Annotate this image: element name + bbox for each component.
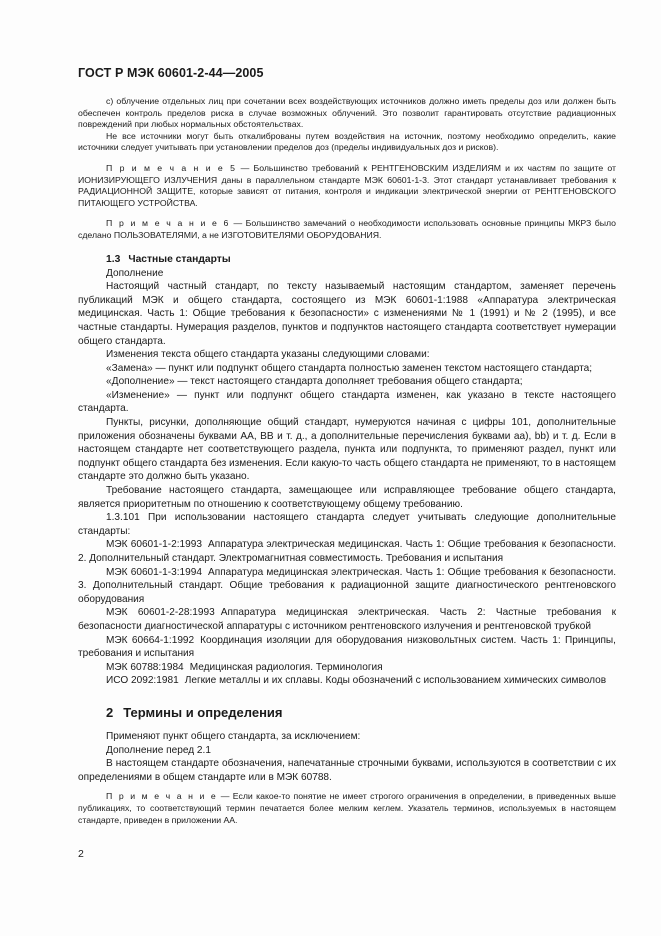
reference-item bbox=[78, 538, 616, 565]
reference-item bbox=[78, 634, 616, 661]
section-2-title: Термины и определения bbox=[123, 704, 283, 720]
section-1-3-para-7: Требование настоящего стандарта, замещающее или исправляющее требование общего стандарта, является приоритетным по отношению к соответствующему общему требованию. bbox=[78, 485, 616, 510]
note-5-text: — Большинство требований к РЕНТГЕНОВСКИМ ИЗДЕЛИЯМ и их частям по защите от ИОНИЗИРУЮЩЕГО ИЗЛУЧЕНИЯ даны в параллельном стандарте МЭК 60601-1-3. Этот стандарт устанавливает требования к РАДИАЦИОННОЙ ЗАЩИТЕ, которые зависят от питания, контроля и индикации электрической энергии от РЕНТГЕНОВСКОГО ПИТАЮЩЕГО УСТРОЙСТВА. bbox=[78, 162, 617, 208]
reference-text: Координация изоляции для оборудования низковольтных систем. Часть 1: Принципы, требования и испытания bbox=[78, 634, 616, 660]
reference-item bbox=[78, 566, 616, 607]
reference-item bbox=[78, 661, 616, 675]
section-2-para-1: Применяют пункт общего стандарта, за исключением: bbox=[106, 730, 361, 742]
reference-code: МЭК 60601-1-2:1993 bbox=[106, 539, 202, 551]
section-1-3-para-6: Пункты, рисунки, дополняющие общий стандарт, нумеруются начиная с цифры 101, дополнительные приложения обозначены буквами АА, ВВ и т. д., а дополнительные перечисления буквами аа), bb) и т. д. Если в настоящем стандарте нет соответствующего раздела, пункта или подпункта, то применяют раздел, пункт или подпункт общего стандарта без изменения. Если какую-то часть общего стандарта не применяют, то в настоящем стандарте это должно быть указано. bbox=[78, 417, 616, 483]
section-1-3-para-3: «Замена» — пункт или подпункт общего стандарта полностью заменен текстом настоящего стандарта; bbox=[106, 362, 593, 374]
section-2-note-text: — Если какое-то понятие не имеет строгого ограничения в определении, в приведенных выше публикациях, то соответствующий термин печатается более мелким кеглем. Указатель терминов, используемых в настоящем стандарте, приведен в приложении АА. bbox=[78, 791, 616, 825]
section-1-3-para-2: Изменения текста общего стандарта указаны следующими словами: bbox=[106, 349, 430, 361]
reference-item bbox=[78, 606, 616, 633]
section-2-para-2: Дополнение перед 2.1 bbox=[106, 744, 211, 756]
note-5 bbox=[78, 163, 616, 209]
section-1-3-para-4: «Дополнение» — текст настоящего стандарта дополняет требования общего стандарта; bbox=[106, 376, 523, 388]
reference-code: ИСО 2092:1981 bbox=[106, 675, 179, 687]
reference-code: МЭК 60788:1984 bbox=[106, 661, 184, 673]
section-1-3-101: 1.3.101 При использовании настоящего стандарта следует учитывать следующие дополнительные стандарты: bbox=[78, 512, 616, 537]
section-1-3-subtitle: Дополнение bbox=[106, 267, 164, 279]
section-2-note bbox=[78, 791, 616, 826]
section-2-para-3: В настоящем стандарте обозначения, напечатанные строчными буквами, используются в соответствии с их определениями в общем стандарте или в МЭК 60788. bbox=[78, 758, 616, 783]
reference-text: Аппаратура медицинская электрическая. Часть 1: Общие требования к безопасности. 3. Дополнительный стандарт. Общие требования к радиационной защите диагностического рентгеновского оборудования bbox=[78, 566, 617, 605]
section-1-3-para-1: Настоящий частный стандарт, по тексту называемый настоящим стандартом, заменяет перечень публикаций МЭК и общего стандарта, состоящего из МЭК 60601-1:1988 «Аппаратура электрическая медицинская. Часть 1: Общие требования к безопасности» с изменениями № 1 (1991) и № 2 (1995), и все частные стандарты. Нумерация разделов, пунктов и подпунктов настоящего стандарта соответствует нумерации общего стандарта. bbox=[78, 281, 616, 347]
document-body bbox=[78, 96, 616, 826]
section-2-heading bbox=[78, 704, 616, 722]
note-6-text: — Большинство замечаний о необходимости использовать основные принципы МКРЗ было сделано ПОЛЬЗОВАТЕЛЯМИ, а не ИЗГОТОВИТЕЛЯМИ ОБОРУДОВАНИЯ. bbox=[78, 218, 617, 240]
note-5-label: П р и м е ч а н и е 5 bbox=[106, 162, 237, 173]
reference-text: Легкие металлы и их сплавы. Коды обозначений с использованием химических символов bbox=[184, 675, 607, 687]
note-6-label: П р и м е ч а н и е 6 bbox=[106, 218, 230, 229]
reference-code: МЭК 60601-2-28:1993 bbox=[106, 607, 215, 619]
note-6 bbox=[78, 218, 616, 241]
reference-text: Аппаратура электрическая медицинская. Часть 1: Общие требования к безопасности. 2. Дополнительный стандарт. Электромагнитная совместимость. Требования и испытания bbox=[78, 539, 617, 564]
reference-code: МЭК 60601-1-3:1994 bbox=[106, 566, 202, 578]
section-1-3-heading bbox=[78, 253, 616, 267]
reference-code: МЭК 60664-1:1992 bbox=[106, 634, 195, 646]
section-2-note-label: П р и м е ч а н и е bbox=[106, 791, 218, 802]
paragraph-c: с) облучение отдельных лиц при сочетании всех воздействующих источников должно иметь пределы доз или должен быть обеспечен контроль пределов риска в случае возможных облучений. Это позволит гарантировать отсутствие радиационных повреждений при любых нормальных обстоятельствах. bbox=[78, 96, 616, 130]
page-number: 2 bbox=[78, 848, 84, 860]
section-2-number: 2 bbox=[106, 704, 114, 720]
section-1-3-para-5: «Изменение» — пункт или подпункт общего стандарта изменен, как указано в тексте настоящего стандарта. bbox=[78, 389, 616, 415]
paragraph-sources: Не все источники могут быть откалиброваны путем воздействия на источник, поэтому необходимо определить, какие источники следует учитывать при установлении пределов доз (пределы индивидуальных доз и рисков). bbox=[78, 130, 616, 153]
reference-item bbox=[78, 674, 616, 688]
section-1-3-number: 1.3 bbox=[106, 253, 121, 265]
document-header: ГОСТ Р МЭК 60601-2-44—2005 bbox=[78, 66, 264, 80]
reference-text: Медицинская радиология. Терминология bbox=[189, 661, 383, 673]
reference-text: Аппаратура медицинская электрическая. Часть 2: Частные требования к безопасности диагностической аппаратуры с источником рентгеновского излучения и рентгеновской трубкой bbox=[78, 607, 616, 632]
section-1-3-title: Частные стандарты bbox=[128, 253, 231, 265]
